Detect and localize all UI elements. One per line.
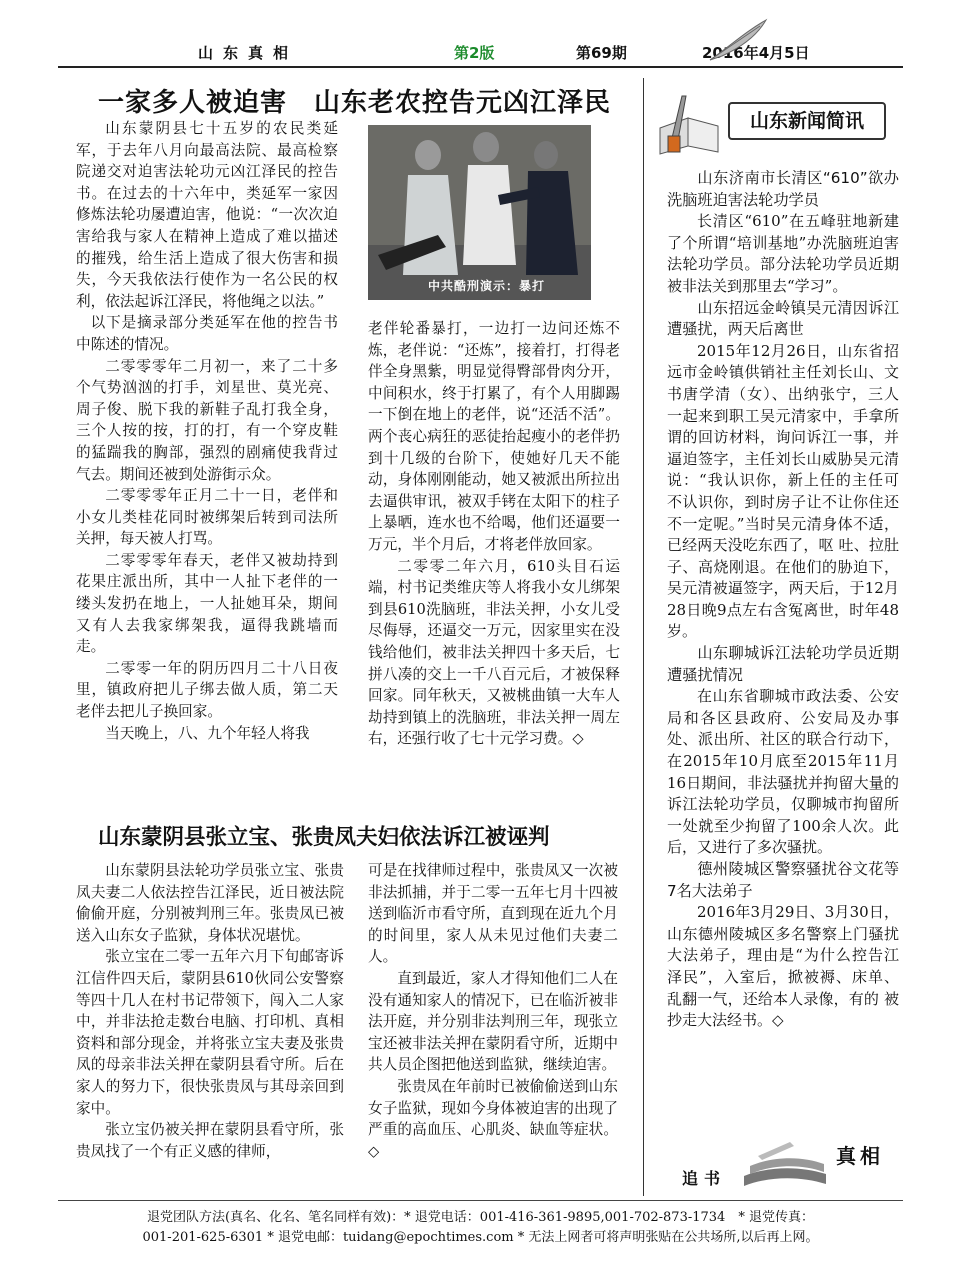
logo-text-bottom: 追书: [682, 1169, 727, 1188]
footer-divider: [58, 1200, 903, 1201]
paragraph: 山东蒙阴县七十五岁的农民类延军，于去年八月向最高法院、最高检察院递交对迫害法轮功元凶江泽民的控告书。在过去的十六年中，类延军一家因修炼法轮功屡遭迫害，他说：“一次次迫害给我与家人在精神上造成了难以描述的摧残，给生活上造成了很大伤害和损失，今天我依法行使作为一名公民的权利，依法起诉江泽民，将他绳之以法。”: [76, 120, 338, 310]
news-brief-body: 2016年3月29日、3月30日，山东德州陵城区多名警察上门骚扰大法弟子，理由是“为什么控告江泽民”，入室后，掀被褥、床单、乱翻一气，还给本人录像，有的 被抄走大法经书。◇: [667, 903, 899, 1030]
news-brief-headline: 山东济南市长清区“610”欲办洗脑班迫害法轮功学员: [667, 169, 899, 209]
paragraph: 当天晚上，八、九个年轻人将我: [105, 724, 310, 742]
footer-line-1: 退党团队方法(真名、化名、笔名同样有效)：* 退党电话：001-416-361-9895,001-702-873-1734 * 退党传真：: [147, 1210, 814, 1225]
paragraph: 老伴轮番暴打，一边打一边问还炼不炼，老伴说：“还炼”，接着打，打得老伴全身黑紫，明显觉得臀部骨肉分开，中间积水，终于打累了，有个人用脚踢一下倒在地上的老伴，说“还活不活”。两个丧心病狂的恶徒抬起瘦小的老伴扔到十几级的台阶下，使她好几天不能动，身体刚刚能动，她又被派出所拉出去逼供审讯，被双手铐在太阳下的柱子上暴晒，连水也不给喝，他们还逼要一万元，半个月后，才将老伴放回家。: [368, 320, 620, 553]
article2-column-1: [76, 860, 344, 1162]
truth-logo: [676, 1134, 902, 1196]
article2-column-2: [368, 860, 618, 1162]
newspaper-name: 山东真相: [198, 44, 299, 62]
column-divider: [643, 78, 644, 1196]
page-number: 第2版: [454, 44, 495, 62]
paragraph: 直到最近，家人才得知他们二人在没有通知家人的情况下，已在临沂被非法开庭，并分别非法判刑三年，现张立宝还被非法关押在蒙阴看守所，近期中共人员企图把他送到监狱，继续迫害。: [368, 969, 618, 1074]
open-book-pen-icon: [652, 88, 728, 156]
news-brief-headline: 德州陵城区警察骚扰谷文花等7名大法弟子: [667, 860, 899, 900]
photo-caption: 中共酷刑演示：暴打: [428, 279, 546, 293]
paragraph: 二零零零年正月二十一日，老伴和小女儿类桂花同时被绑架后转到司法所关押，每天被人打骂。: [76, 487, 338, 548]
book-stack-icon: [740, 1136, 830, 1192]
news-brief-body: 长清区“610”在五峰驻地新建了个所谓“培训基地”办洗脑班迫害法轮功学员。部分法轮功学员近期被非法关到那里去“学习”。: [667, 212, 899, 295]
paragraph: 张贵凤在年前时已被偷偷送到山东女子监狱，现如今身体被迫害的出现了严重的高血压、心肌炎、缺血等症状。◇: [368, 1077, 618, 1160]
sidebar-title: 山东新闻简讯: [728, 102, 886, 140]
sidebar-header: [652, 88, 902, 156]
paragraph: 可是在找律师过程中，张贵凤又一次被非法抓捕，并于二零一五年七月十四被送到临沂市看守所，直到现在近九个月的时间里，家人从未见过他们夫妻二人。: [368, 862, 618, 966]
news-brief-body: 在山东省聊城市政法委、公安局和各区县政府、公安局及办事处、派出所、社区的联合行动下，在2015年10月底至2015年11月16日期间，非法骚扰并拘留大量的诉江法轮功学员，仅聊城市拘留所一处就至少拘留了100余人次。此后，又进行了多次骚扰。: [667, 687, 899, 857]
page-footer: [58, 1208, 903, 1248]
issue-date: 2016年4月5日: [702, 44, 810, 62]
news-brief-item: [667, 298, 899, 644]
paragraph: 二零零一年的阴历四月二十八日夜里，镇政府把儿子绑去做人质，第二天老伴去把儿子换回家。: [76, 659, 338, 721]
news-brief-list: [667, 168, 899, 1032]
article2-title: 山东蒙阴县张立宝、张贵凤夫妇依法诉江被诬判: [98, 825, 550, 850]
news-brief-body: 2015年12月26日，山东省招远市金岭镇供销社主任刘长山、文书唐学清（女）、出纳张宁，三人一起来到职工吴元清家中，手拿所谓的回访材料，询问诉江一事，并 逼迫签字，主任刘长山威胁吴元清说：“我认识你，新上任的主任可不认识你，到时房子让不让你住还不一定呢。”当时吴元清身体不适，已经两天没吃东西了，呕 吐、拉肚子、高烧刚退。在他们的胁迫下，吴元清被逼签字，两天后，于12月28日晚9点左右含冤离世，时年48岁。: [667, 341, 899, 641]
logo-text-top: 真相: [836, 1144, 884, 1168]
article1-column-2: [368, 318, 620, 750]
news-brief-item: [667, 168, 899, 298]
issue-number: 第69期: [576, 44, 627, 62]
paragraph: 山东蒙阴县法轮功学员张立宝、张贵凤夫妻二人依法控告江泽民，近日被法院偷偷开庭，分别被判刑三年。张贵凤已被送入山东女子监狱，身体状况堪忧。: [76, 862, 344, 944]
news-brief-item: [667, 859, 899, 1032]
article1-column-1: [76, 118, 338, 744]
paragraph: 二零零零年二月初一，来了二十多个气势汹汹的打手，刘星世、莫光亮、周子俊、脱下我的新鞋子乱打我全身，三个人按的按，打的打，有一个穿皮鞋的猛踹我的胸部，强烈的剧痛使我背过气去。期间还被到处游街示众。: [76, 357, 338, 483]
news-brief-item: [667, 643, 899, 859]
page-header: [58, 38, 903, 68]
paragraph: 张立宝在二零一五年六月下旬邮寄诉江信件四天后，蒙阴县610伙同公安警察等四十几人在村书记带领下，闯入二人家中，并非法抢走数台电脑、打印机、真相资料和部分现金，并将张立宝夫妻及张贵凤的母亲非法关押在蒙阴县看守所。后在家人的努力下，很快张贵凤与其母亲回到家中。: [76, 948, 344, 1117]
paragraph: 张立宝仍被关押在蒙阴县看守所，张贵凤找了一个有正义感的律师，: [76, 1121, 344, 1160]
paragraph: 二零零零年春天，老伴又被劫持到花果庄派出所，其中一人扯下老伴的一缕头发扔在地上，一人扯她耳朵，期间又有人去我家绑架我，逼得我跳墙而走。: [76, 551, 338, 656]
news-brief-headline: 山东聊城诉江法轮功学员近期遭骚扰情况: [667, 644, 899, 684]
paragraph: 以下是摘录部分类延军在他的控告书中陈述的情况。: [76, 314, 338, 353]
quill-pen-icon: [700, 18, 770, 63]
paragraph: 二零零二年六月，610头目石运端，村书记类维庆等人将我小女儿绑架到县610洗脑班，非法关押，小女儿受尽侮辱，还逼交一万元，因家里实在没钱给他们，被非法关押四十多天后，七拼八凑的交上一千八百元后，才被保释回家。同年秋天，又被桃曲镇一大车人劫持到镇上的洗脑班，非法关押一周左右，还强行收了七十元学习费。◇: [368, 557, 620, 748]
torture-demonstration-photo: [368, 125, 591, 300]
photo-illustration: [368, 125, 591, 300]
footer-line-2: 001-201-625-6301 * 退党电邮：tuidang@epochtimes.com * 无法上网者可将声明张贴在公共场所,以后再上网。: [142, 1230, 819, 1245]
news-brief-headline: 山东招远金岭镇吴元清因诉江遭骚扰，两天后离世: [667, 298, 899, 339]
article1-title: 一家多人被迫害 山东老农控告元凶江泽民: [98, 88, 612, 118]
